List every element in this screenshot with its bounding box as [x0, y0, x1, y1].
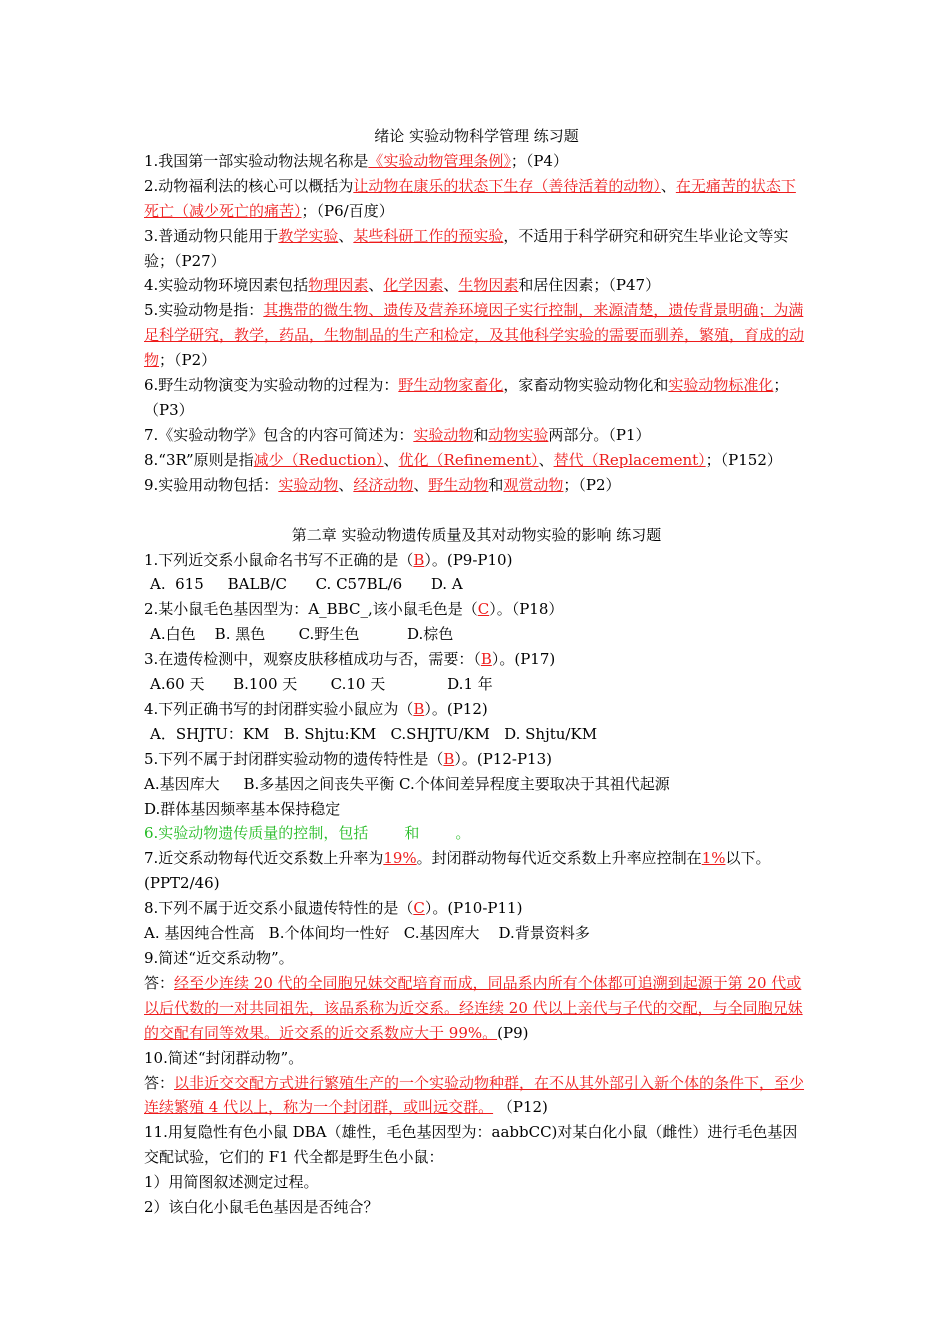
ch2-question-11: 11.用复隐性有色小鼠 DBA（雄性，毛色基因型为：aabbCC)对某白化小鼠（雌性）进行毛色基因交配试验，它们的 F1 代全都是野生色小鼠： — [144, 1123, 798, 1167]
ch1-question-4: 4.实验动物环境因素包括物理因素、化学因素、生物因素和居住因素；（P47） — [144, 276, 661, 295]
ch1-question-9: 9.实验用动物包括：实验动物、经济动物、野生动物和观赏动物；（P2） — [144, 475, 621, 494]
ch1-question-8: 8.“3R”原则是指减少（Reduction）、优化（Refinement）、替代（Replacement）；（P152） — [144, 450, 782, 469]
ch2-q1-options: A. 615 BALB/C C. C57BL/6 D. A — [150, 575, 463, 594]
chapter2-title: 第二章 实验动物遗传质量及其对动物实验的影响 练习题 — [291, 525, 662, 544]
ch2-question-8: 8.下列不属于近交系小鼠遗传特性的是（C）。(P10-P11) — [144, 899, 523, 918]
ch2-q11-sub2: 2）该白化小鼠毛色基因是否纯合？ — [144, 1198, 379, 1217]
ch1-question-2: 2.动物福利法的核心可以概括为让动物在康乐的状态下生存（善待活着的动物）、在无痛苦的状态下死亡（减少死亡的痛苦）；（P6/百度） — [144, 176, 796, 220]
ch2-question-3: 3.在遗传检测中，观察皮肤移植成功与否，需要：（B）。(P17) — [144, 650, 556, 669]
ch2-question-4: 4.下列正确书写的封闭群实验小鼠应为（B）。(P12) — [144, 699, 488, 718]
ch2-q5-options-line1: A.基因库大 B.多基因之间丧失平衡 C.个体间差异程度主要取决于其祖代起源 — [144, 774, 670, 793]
ch2-question-7: 7.近交系动物每代近交系数上升率为19%。封闭群动物每代近交系数上升率应控制在1%以下。(PPT2/46) — [144, 849, 771, 893]
ch1-question-3: 3.普通动物只能用于教学实验、某些科研工作的预实验，不适用于科学研究和研究生毕业论文等实验；（P27） — [144, 226, 789, 270]
ch2-q9-answer: 答：经至少连续 20 代的全同胞兄妹交配培育而成，同品系内所有个体都可追溯到起源于第 20 代或以后代数的一对共同祖先，该品系称为近交系。经连续 20 代以上亲代与子代的交配，与全同胞兄妹的交配有同等效果。近交系的近交系数应大于 99%。(P9) — [144, 973, 803, 1042]
document-body — [144, 124, 809, 1220]
ch2-question-10: 10.简述“封闭群动物”。 — [144, 1048, 304, 1067]
ch1-question-1: 1.我国第一部实验动物法规名称是《实验动物管理条例》；（P4） — [144, 151, 568, 170]
ch1-question-7: 7.《实验动物学》包含的内容可简述为：实验动物和动物实验两部分。（P1） — [144, 425, 651, 444]
section-gap — [144, 498, 809, 523]
ch2-q11-sub1: 1）用简图叙述测定过程。 — [144, 1173, 319, 1192]
ch2-q4-options: A．SHJTU：KM B. Shjtu:KM C.SHJTU/KM D. Shjtu/KM — [150, 724, 598, 743]
ch2-q8-options: A. 基因纯合性高 B.个体间均一性好 C.基因库大 D.背景资料多 — [144, 924, 590, 943]
ch2-question-6: 6.实验动物遗传质量的控制，包括 和 。 — [144, 824, 471, 843]
chapter1-title: 绪论 实验动物科学管理 练习题 — [374, 127, 579, 145]
ch2-question-9: 9.简述“近交系动物”。 — [144, 949, 294, 967]
ch2-q3-options: A.60 天 B.100 天 C.10 天 D.1 年 — [150, 675, 493, 694]
ch2-q5-options-line2: D.群体基因频率基本保持稳定 — [144, 799, 341, 818]
ch2-question-5: 5.下列不属于封闭群实验动物的遗传特性是（B）。(P12-P13) — [144, 749, 552, 768]
ch2-question-1: 1.下列近交系小鼠命名书写不正确的是（B）。(P9-P10) — [144, 550, 513, 569]
ch2-question-2: 2.某小鼠毛色基因型为：A_BBC_,该小鼠毛色是（C）。（P18） — [144, 600, 564, 619]
ch2-q2-options: A.白色 B. 黑色 C.野生色 D.棕色 — [150, 625, 454, 644]
ch2-q10-answer: 答：以非近交交配方式进行繁殖生产的一个实验动物种群，在不从其外部引入新个体的条件下，至少连续繁殖 4 代以上，称为一个封闭群，或叫远交群。 （P12) — [144, 1073, 805, 1117]
ch1-question-6: 6.野生动物演变为实验动物的过程为：野生动物家畜化，家畜动物实验动物化和实验动物标准化；（P3） — [144, 376, 789, 419]
ch1-question-5: 5.实验动物是指：其携带的微生物、遗传及营养环境因子实行控制，来源清楚，遗传背景明确；为满足科学研究，教学，药品，生物制品的生产和检定，及其他科学实验的需要而驯养，繁殖，育成的动物；（P2） — [144, 301, 805, 370]
